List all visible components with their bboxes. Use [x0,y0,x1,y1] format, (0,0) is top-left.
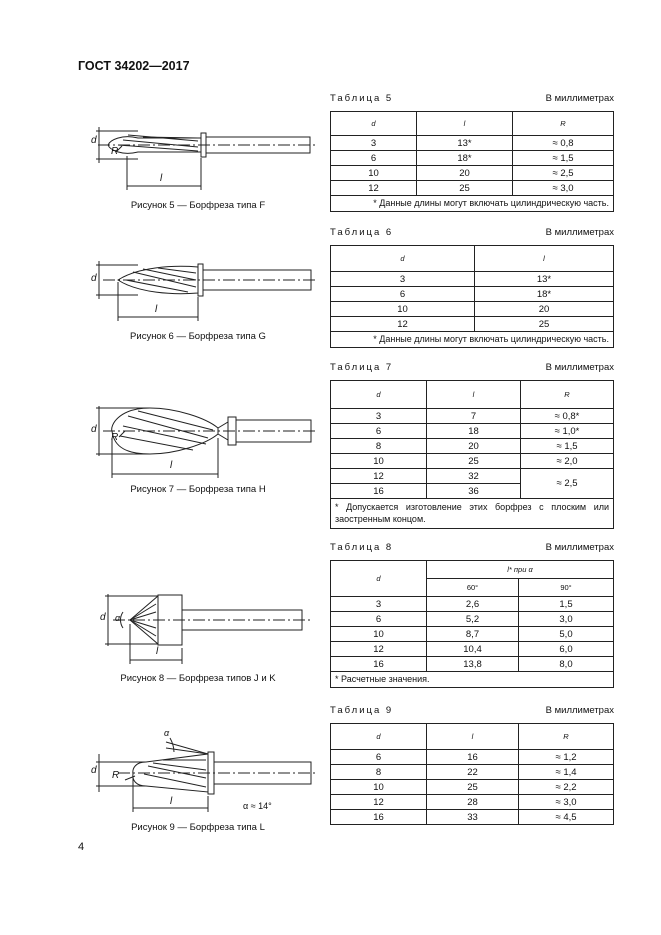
figure-8 [78,590,323,690]
table-cell: 5,2 [427,612,519,627]
table-row [331,287,614,302]
table-cell: 3,0 [519,612,614,627]
table-cell: ≈ 3,0 [513,181,614,196]
figure-6 [78,255,323,355]
table-row [331,181,614,196]
table-cell: 32 [427,469,521,484]
table-cell: 18* [417,151,513,166]
table-cell: 6 [331,750,427,765]
table-cell: 10 [331,780,427,795]
table-header: l [427,724,519,750]
table-cell: 13* [417,136,513,151]
table-row [331,627,614,642]
table-cell: 10,4 [427,642,519,657]
table-row [331,597,614,612]
table-7-note: * Допускается изготовление этих борфрез с плоским или заостренным концом. [331,499,614,529]
table-cell: 6 [331,612,427,627]
table-cell: ≈ 4,5 [519,810,614,825]
table-cell: 10 [331,454,427,469]
table-cell-merged: ≈ 2,5 [521,469,614,499]
table-cell: 8 [331,765,427,780]
table-row [331,765,614,780]
figure-9-alpha-note: α ≈ 14° [243,801,272,811]
table-cell: 36 [427,484,521,499]
table-7 [330,380,614,529]
table-row [331,439,614,454]
table-cell: 28 [427,795,519,810]
table-header: l [417,112,513,136]
table-7-unit: В миллиметрах [545,362,614,373]
table-cell: ≈ 1,0* [521,424,614,439]
table-9-title: Таблица 9 [330,705,394,716]
table-header: d [331,112,417,136]
table-row [331,317,614,332]
table-cell: 10 [331,166,417,181]
figure-9-label-d: d [91,765,97,776]
table-cell: 3 [331,272,475,287]
table-5-title: Таблица 5 [330,93,394,104]
table-5-unit: В миллиметрах [545,93,614,104]
table-8-unit: В миллиметрах [545,542,614,553]
table-header: R [513,112,614,136]
figure-9-label-alpha: α [164,728,170,738]
table-header: d [331,381,427,409]
figure-6-label-l: l [155,304,158,315]
table-header: R [519,724,614,750]
table-cell: 16 [427,750,519,765]
table-cell: 6 [331,151,417,166]
table-cell: 8,7 [427,627,519,642]
figure-9 [78,730,323,840]
figure-6-drawing [78,255,323,335]
table-cell: 10 [331,302,475,317]
table-row [331,612,614,627]
table-6 [330,245,614,348]
table-cell: 6 [331,287,475,302]
table-cell: 2,6 [427,597,519,612]
table-cell: 1,5 [519,597,614,612]
figure-9-label-r: R [112,770,120,781]
table-cell: 7 [427,409,521,424]
figure-7-label-r: R [111,432,119,443]
table-cell: 12 [331,181,417,196]
table-header: l [475,246,614,272]
table-8-title: Таблица 8 [330,542,394,553]
table-cell: ≈ 1,5 [521,439,614,454]
table-row [331,642,614,657]
table-header: d [331,561,427,597]
table-cell: 6,0 [519,642,614,657]
table-cell: 8 [331,439,427,454]
figure-8-caption: Рисунок 8 — Борфреза типов J и K [120,673,276,684]
figure-9-label-l: l [170,796,173,807]
table-row [331,302,614,317]
table-cell: 5,0 [519,627,614,642]
page-number: 4 [78,841,85,853]
table-cell: ≈ 2,5 [513,166,614,181]
table-cell: 25 [427,454,521,469]
table-cell: 3 [331,409,427,424]
table-6-title: Таблица 6 [330,227,394,238]
table-cell: 18* [475,287,614,302]
table-7-title: Таблица 7 [330,362,394,373]
table-5-note: * Данные длины могут включать цилиндрическую часть. [331,196,614,212]
table-row [331,424,614,439]
table-cell: 20 [417,166,513,181]
table-cell: 13,8 [427,657,519,672]
table-cell: 25 [427,780,519,795]
table-9 [330,723,614,825]
document-header: ГОСТ 34202—2017 [78,59,190,73]
table-cell: ≈ 3,0 [519,795,614,810]
table-subheader: 60° [427,579,519,597]
table-cell: 6 [331,424,427,439]
table-cell: 13* [475,272,614,287]
table-row [331,469,614,484]
table-cell: ≈ 1,5 [513,151,614,166]
table-9-unit: В миллиметрах [545,705,614,716]
figure-5-label-d: d [91,135,97,146]
table-8-note: * Расчетные значения. [331,672,614,688]
table-cell: 10 [331,627,427,642]
figure-8-drawing [78,590,323,670]
table-cell: 12 [331,469,427,484]
figure-5-label-r: R [111,146,119,157]
figure-7 [78,398,323,498]
figure-6-label-d: d [91,273,97,284]
table-cell: 16 [331,810,427,825]
table-row [331,810,614,825]
figure-8-label-l: l [156,646,159,657]
table-cell: 12 [331,317,475,332]
table-row [331,795,614,810]
table-cell: 12 [331,642,427,657]
table-cell: ≈ 1,4 [519,765,614,780]
table-cell: 33 [427,810,519,825]
table-header: R [521,381,614,409]
figure-9-caption: Рисунок 9 — Борфреза типа L [131,822,265,833]
figure-7-label-d: d [91,424,97,435]
figure-7-caption: Рисунок 7 — Борфреза типа H [130,484,266,495]
figure-8-label-d: d [100,612,106,623]
table-cell: 8,0 [519,657,614,672]
table-6-unit: В миллиметрах [545,227,614,238]
table-cell: 25 [475,317,614,332]
table-cell: 12 [331,795,427,810]
table-cell: 16 [331,657,427,672]
table-row [331,409,614,424]
table-cell: 3 [331,136,417,151]
table-cell: ≈ 2,0 [521,454,614,469]
figure-5-label-l: l [160,173,163,184]
table-row [331,151,614,166]
table-cell: ≈ 2,2 [519,780,614,795]
table-cell: ≈ 0,8 [513,136,614,151]
table-row [331,750,614,765]
table-6-note: * Данные длины могут включать цилиндрическую часть. [331,332,614,348]
figure-5-caption: Рисунок 5 — Борфреза типа F [130,200,266,211]
table-row [331,136,614,151]
table-header: l [427,381,521,409]
table-cell: ≈ 0,8* [521,409,614,424]
table-cell: 16 [331,484,427,499]
table-row [331,272,614,287]
table-cell: 22 [427,765,519,780]
table-cell: 18 [427,424,521,439]
table-row [331,780,614,795]
figure-8-label-alpha: α [115,613,121,623]
table-cell: 3 [331,597,427,612]
table-8 [330,560,614,688]
figure-6-caption: Рисунок 6 — Борфреза типа G [130,331,266,342]
table-cell: 20 [427,439,521,454]
table-header: l* при α [427,561,614,579]
table-cell: ≈ 1,2 [519,750,614,765]
table-subheader: 90° [519,579,614,597]
table-cell: 25 [417,181,513,196]
table-cell: 20 [475,302,614,317]
table-header: d [331,246,475,272]
figure-7-label-l: l [170,460,173,471]
table-row [331,454,614,469]
figure-5 [78,118,323,218]
table-row [331,166,614,181]
figure-5-drawing [78,118,323,198]
table-row [331,657,614,672]
table-header: d [331,724,427,750]
table-5 [330,111,614,212]
